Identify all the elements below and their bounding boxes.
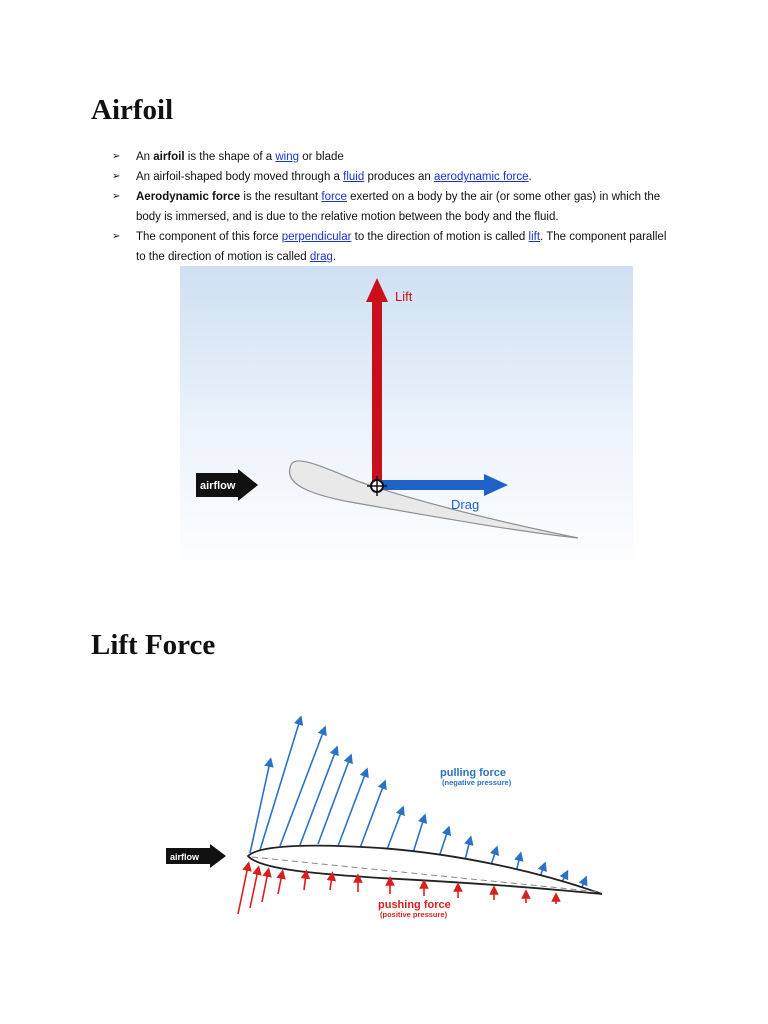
- bullet-text: exerted on a body by the air (or some other gas) in which the body is immersed, and is due to the relative motion between the body and the fluid.: [136, 191, 661, 223]
- pushing-force-sublabel: (positive pressure): [380, 910, 448, 919]
- bullet-item: [112, 187, 672, 227]
- bullet-item: [112, 147, 672, 167]
- bullet-text: is the resultant: [240, 191, 322, 203]
- bullet-item: [112, 227, 672, 267]
- bullet-text: .: [528, 171, 532, 183]
- diagram-background: [180, 266, 633, 580]
- airfoil-bullet-list: [112, 147, 672, 267]
- link-perpendicular[interactable]: perpendicular: [281, 231, 352, 243]
- bullet-text: The component of this force: [136, 231, 282, 243]
- airflow-arrow-2: [166, 844, 226, 868]
- bullet-item: [112, 167, 672, 187]
- bullet-text: to the direction of motion is called: [351, 231, 529, 243]
- link-drag[interactable]: drag: [309, 251, 333, 263]
- drag-label: Drag: [451, 497, 480, 512]
- lift-force-pressure-diagram: [160, 710, 610, 930]
- link-wing[interactable]: wing: [275, 151, 300, 163]
- section-heading-airfoil: Airfoil: [91, 94, 174, 126]
- pushing-force-label: pushing force: [378, 899, 451, 911]
- pulling-force-sublabel: (negative pressure): [442, 778, 512, 787]
- link-lift[interactable]: lift: [528, 231, 541, 243]
- airflow-label-2: airflow: [170, 852, 200, 862]
- bold-term: airfoil: [153, 151, 185, 163]
- airfoil-outline: [248, 846, 602, 894]
- lift-drag-diagram: [180, 266, 633, 580]
- bullet-text: An: [136, 151, 154, 163]
- link-force[interactable]: force: [321, 191, 347, 203]
- lift-label: Lift: [395, 289, 413, 304]
- link-aerodynamic-force[interactable]: aerodynamic force: [433, 171, 529, 183]
- bullet-text: . The component parallel to the direction of motion is called: [136, 231, 667, 263]
- section-heading-lift-force: Lift Force: [91, 629, 216, 661]
- bold-term: Aerodynamic force: [136, 191, 241, 203]
- bullet-text: is the shape of a: [184, 151, 276, 163]
- bullet-text: produces an: [364, 171, 434, 183]
- bullet-text: .: [332, 251, 337, 263]
- link-fluid[interactable]: fluid: [343, 171, 365, 183]
- airflow-label-1: airflow: [200, 480, 236, 492]
- pulling-force-label: pulling force: [440, 767, 506, 779]
- bullet-text: or blade: [299, 151, 344, 163]
- bullet-text: An airfoil-shaped body moved through a: [136, 171, 344, 183]
